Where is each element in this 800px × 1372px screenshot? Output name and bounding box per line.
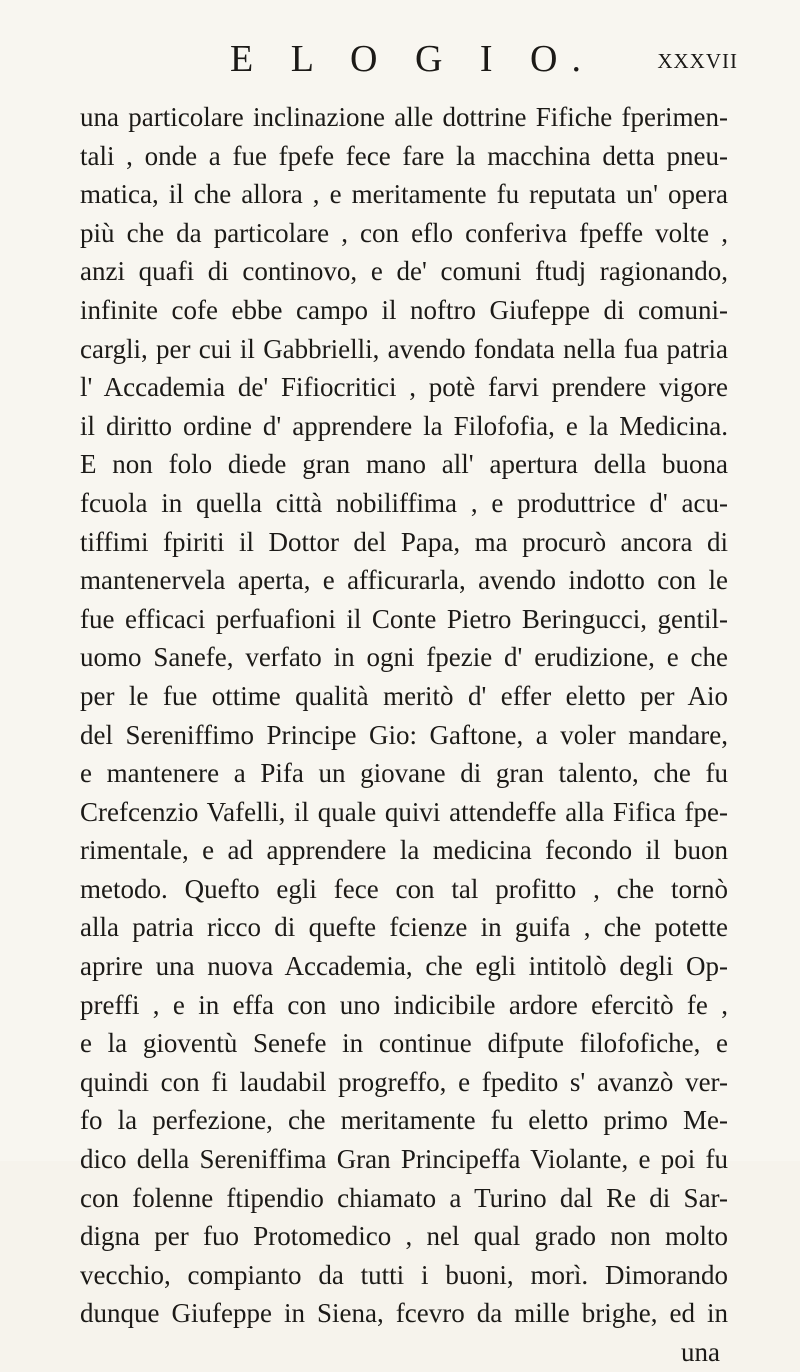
catchword: una: [681, 1337, 720, 1367]
text-line: preffi , e in effa con uno indicibile ardore efercitò fe ,: [80, 989, 728, 1020]
running-head: [0, 34, 800, 84]
text-line: rimentale, e ad apprendere la medicina fecondo il buon: [80, 835, 728, 866]
text-line: vecchio, compianto da tutti i buoni, morì. Dimorando: [80, 1259, 728, 1290]
text-line: più che da particolare , con eflo conferiva fpeffe volte ,: [80, 217, 728, 248]
text-line: e mantenere a Pifa un giovane di gran talento, che fu: [80, 758, 728, 789]
text-line: matica, il che allora , e meritamente fu reputata un' opera: [80, 179, 728, 210]
text-line: con folenne ftipendio chiamato a Turino dal Re di Sar-: [80, 1182, 728, 1213]
text-line: fue efficaci perfuafioni il Conte Pietro Beringucci, gentil-: [80, 603, 728, 634]
text-line: cargli, per cui il Gabbrielli, avendo fondata nella fua patria: [80, 333, 728, 364]
text-line: fo la perfezione, che meritamente fu eletto primo Me-: [80, 1105, 728, 1136]
text-line: fcuola in quella città nobiliffima , e produttrice d' acu-: [80, 487, 728, 518]
body-text: [80, 98, 728, 1372]
text-line: dunque Giufeppe in Siena, fcevro da mille brighe, ed in: [80, 1298, 728, 1329]
text-line: l' Accademia de' Fifiocritici , potè farvi prendere vigore: [80, 372, 728, 403]
text-line: tali , onde a fue fpefe fece fare la macchina detta pneu-: [80, 140, 728, 171]
running-title: E L O G I O.: [230, 38, 595, 80]
text-line: e la gioventù Senefe in continue difpute filofofiche, e: [80, 1028, 728, 1059]
text-line: infinite cofe ebbe campo il noftro Giufeppe di comuni-: [80, 294, 728, 325]
text-line: del Sereniffimo Principe Gio: Gaftone, a voler mandare,: [80, 719, 728, 750]
page-number: XXXVII: [657, 49, 738, 73]
text-line: per le fue ottime qualità meritò d' effer eletto per Aio: [80, 680, 728, 711]
text-line: Crefcenzio Vafelli, il quale quivi attendeffe alla Fifica fpe-: [80, 796, 728, 827]
text-line: uomo Sanefe, verfato in ogni fpezie d' erudizione, e che: [80, 642, 728, 673]
text-line: digna per fuo Protomedico , nel qual grado non molto: [80, 1221, 728, 1252]
text-line: alla patria ricco di quefte fcienze in guifa , che potette: [80, 912, 728, 943]
text-line: quindi con fi laudabil progreffo, e fpedito s' avanzò ver-: [80, 1066, 728, 1097]
text-line: dico della Sereniffima Gran Principeffa Violante, e poi fu: [80, 1144, 728, 1175]
text-line: tiffimi fpiriti il Dottor del Papa, ma procurò ancora di: [80, 526, 728, 557]
text-line: metodo. Quefto egli fece con tal profitto , che tornò: [80, 873, 728, 904]
text-line: il diritto ordine d' apprendere la Filofofia, e la Medicina.: [80, 410, 728, 441]
text-line: E non folo diede gran mano all' apertura della buona: [80, 449, 728, 480]
text-line: anzi quafi di continovo, e de' comuni ftudj ragionando,: [80, 256, 728, 287]
text-line: aprire una nuova Accademia, che egli intitolò degli Op-: [80, 951, 728, 982]
text-line: una particolare inclinazione alle dottrine Fifiche fperimen-: [80, 102, 728, 132]
text-line: mantenervela aperta, e afficurarla, avendo indotto con le: [80, 565, 728, 596]
